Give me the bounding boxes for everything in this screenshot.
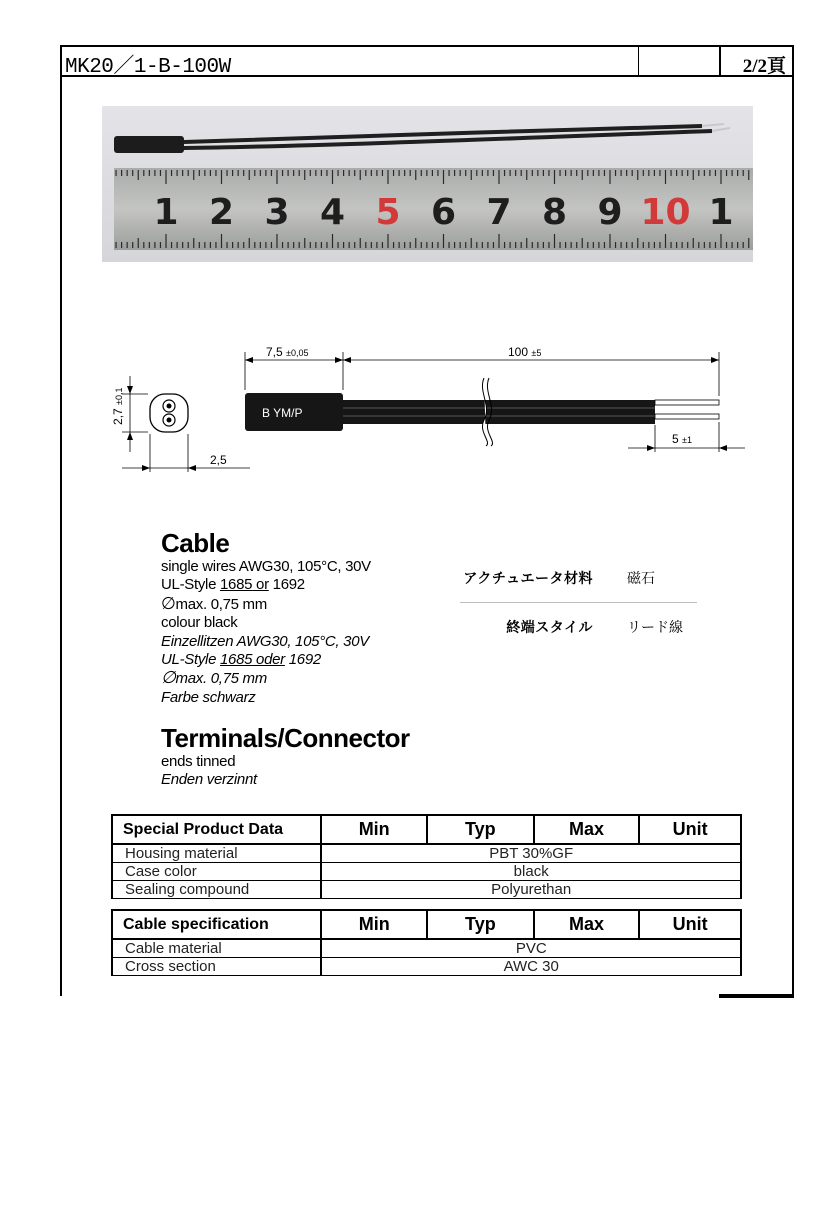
special-product-data-table: [111, 814, 742, 899]
cable-specification-table: [111, 909, 742, 976]
cable-ul-style-line-de: UL-Style 1685 oder 1692: [161, 651, 321, 669]
cable-ul-style-line: UL-Style 1685 or 1692: [161, 576, 305, 594]
row-value: Polyurethan: [321, 881, 741, 899]
housing-label: B YM/P: [262, 406, 303, 420]
terminals-section: [161, 723, 481, 790]
ruler-number: 8: [541, 192, 568, 233]
header-divider: [719, 47, 721, 75]
table-row: [112, 881, 741, 899]
header-divider: [638, 47, 639, 75]
row-value: AWC 30: [321, 958, 741, 976]
part-number-title: MK20／1-B-100W: [65, 56, 231, 79]
width-dimension: 2,5: [210, 453, 227, 467]
property-key: アクチュエータ材料: [463, 570, 593, 586]
row-value: PVC: [321, 939, 741, 958]
property-divider: [460, 602, 697, 603]
cable-diameter-line-de: ∅max. 0,75 mm: [161, 668, 267, 688]
row-label: Housing material: [112, 844, 321, 863]
table-header-row: [112, 815, 741, 844]
table-row: [112, 958, 741, 976]
row-label: Cable material: [112, 939, 321, 958]
property-row: [460, 562, 697, 600]
ruler-number: 6: [430, 192, 457, 233]
table-header: Max: [534, 815, 640, 844]
ruler-number: 7: [486, 192, 512, 233]
ruler-number: 1: [153, 192, 179, 233]
table-header: Min: [321, 815, 427, 844]
document-header: [60, 45, 794, 77]
property-list: [460, 562, 697, 649]
table-row: [112, 863, 741, 881]
table-header: Cable specification: [112, 910, 321, 939]
table-header: Min: [321, 910, 427, 939]
property-value: リード線: [627, 619, 683, 635]
terminals-heading: Terminals/Connector: [161, 723, 410, 753]
property-key: 終端スタイル: [506, 619, 593, 635]
diameter-icon: ∅: [161, 593, 176, 613]
ruler-number: 2: [208, 192, 235, 233]
terminals-line-de: Enden verzinnt: [161, 771, 257, 789]
frame-left-border: [60, 77, 62, 996]
row-value: black: [321, 863, 741, 881]
table-header: Unit: [639, 910, 741, 939]
cable-colour-line-de: Farbe schwarz: [161, 688, 256, 706]
table-header: Typ: [427, 815, 534, 844]
table-header-row: [112, 910, 741, 939]
frame-bottom-mark: [719, 994, 794, 998]
row-value: PBT 30%GF: [321, 844, 741, 863]
strip-length-dimension: 5 ±1: [672, 432, 692, 446]
cable-spec-line: single wires AWG30, 105°C, 30V: [161, 558, 371, 575]
row-label: Case color: [112, 863, 321, 881]
cable-diameter-line: ∅max. 0,75 mm: [161, 593, 267, 613]
table-header: Typ: [427, 910, 534, 939]
frame-right-border: [792, 77, 794, 997]
table-row: [112, 844, 741, 863]
ruler-number: 5: [375, 192, 401, 233]
terminals-line: ends tinned: [161, 753, 236, 770]
ruler-number: 9: [597, 192, 623, 233]
cable-section: [161, 528, 461, 707]
table-header: Special Product Data: [112, 815, 321, 844]
table-header: Max: [534, 910, 640, 939]
ruler-number: 4: [319, 192, 346, 233]
housing-length-dimension: 7,5 ±0,05: [266, 345, 309, 359]
table-header: Unit: [639, 815, 741, 844]
table-row: [112, 939, 741, 958]
ruler-number: 1: [708, 192, 734, 233]
product-photo: [102, 106, 753, 262]
cable-heading: Cable: [161, 528, 230, 558]
cable-spec-line-de: Einzellitzen AWG30, 105°C, 30V: [161, 632, 369, 650]
row-label: Cross section: [112, 958, 321, 976]
property-value: 磁石: [627, 570, 655, 586]
dimension-drawing: [100, 330, 760, 480]
property-row: [460, 611, 697, 649]
ruler-number: 3: [264, 192, 290, 233]
row-label: Sealing compound: [112, 881, 321, 899]
page-indicator: 2/2頁: [742, 56, 786, 77]
cable-colour-line: colour black: [161, 614, 238, 632]
cable-length-dimension: 100 ±5: [508, 345, 542, 359]
diameter-icon: ∅: [161, 668, 176, 688]
diameter-dimension: 2,7 ±0,1: [111, 387, 125, 425]
ruler-number: 10: [640, 192, 691, 233]
